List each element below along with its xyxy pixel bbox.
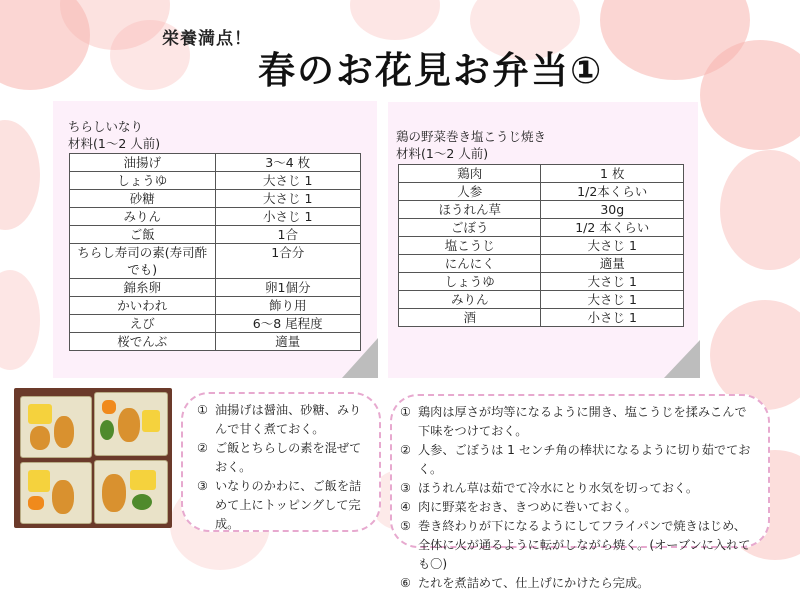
ingredient-name: 酒 [399,309,541,327]
step-number: ① [400,405,411,419]
ingredient-amount: 1合分 [215,244,361,279]
ingredient-amount: 30g [541,201,684,219]
step-text: 油揚げは醤油、砂糖、みりんで甘く煮ておく。 [215,403,362,436]
ingredient-amount: 大さじ 1 [541,273,684,291]
step-text: いなりのかわに、ご飯を詰めて上にトッピングして完成。 [215,479,362,531]
step-item [197,401,365,439]
ingredient-name: 錦糸卵 [70,279,216,297]
ingredient-row [399,183,684,201]
ingredient-amount: 大さじ 1 [541,291,684,309]
bento-photo [14,388,172,528]
ingredient-name: みりん [70,208,216,226]
ingredient-amount: 1/2 本くらい [541,219,684,237]
page-subtitle: 栄養満点！ [162,29,252,49]
ingredient-row [70,172,361,190]
step-number: ③ [197,479,208,493]
step-text: 人参、ごぼうは 1 センチ角の棒状になるように切り茹でておく。 [418,443,751,476]
ingredient-name: ほうれん草 [399,201,541,219]
ingredient-row [399,237,684,255]
ingredient-row [70,333,361,351]
step-item [197,477,365,534]
ingredient-row [399,255,684,273]
ingredient-name: みりん [399,291,541,309]
page-title: 春のお花見お弁当① [258,49,604,92]
ingredient-name: ごぼう [399,219,541,237]
ingredient-amount: 大さじ 1 [215,190,361,208]
step-item [400,479,758,498]
ingredient-name: ちらし寿司の素(寿司酢でも) [70,244,216,279]
ingredient-name: しょうゆ [399,273,541,291]
ingredient-row [399,291,684,309]
ingredient-name: 桜でんぶ [70,333,216,351]
ingredient-row [70,154,361,172]
step-text: たれを煮詰めて、仕上げにかけたら完成。 [418,576,650,590]
ingredient-amount: 適量 [541,255,684,273]
step-number: ① [197,403,208,417]
step-item [400,403,758,441]
step-item [400,498,758,517]
ingredient-row [70,190,361,208]
ingredient-amount: 1合 [215,226,361,244]
right-recipe-name: 鶏の野菜巻き塩こうじ焼き [396,129,547,144]
step-text: ご飯とちらしの素を混ぜておく。 [215,441,362,474]
ingredient-name: 砂糖 [70,190,216,208]
ingredient-row [70,244,361,279]
step-number: ② [400,443,411,457]
right-ingredients-table [398,164,684,327]
ingredient-amount: 大さじ 1 [215,172,361,190]
step-number: ② [197,441,208,455]
step-item [400,517,758,574]
ingredient-row [70,208,361,226]
right-steps-list [400,403,758,593]
ingredient-name: しょうゆ [70,172,216,190]
ingredient-name: 油揚げ [70,154,216,172]
ingredient-name: 塩こうじ [399,237,541,255]
ingredient-amount: 小さじ 1 [215,208,361,226]
ingredient-amount: 3～4 枚 [215,154,361,172]
ingredient-row [399,201,684,219]
ingredient-name: ご飯 [70,226,216,244]
step-text: 鶏肉は厚さが均等になるように開き、塩こうじを揉みこんで下味をつけておく。 [418,405,747,438]
ingredient-name: 鶏肉 [399,165,541,183]
ingredient-amount: 6～8 尾程度 [215,315,361,333]
left-recipe-servings: 材料(1～2 人前) [68,136,161,151]
ingredient-row [399,165,684,183]
step-item [197,439,365,477]
ingredient-amount: 卵1個分 [215,279,361,297]
ingredient-row [399,219,684,237]
step-item [400,441,758,479]
right-recipe-servings: 材料(1～2 人前) [396,146,489,161]
ingredient-amount: 小さじ 1 [541,309,684,327]
page-curl-icon [664,340,700,378]
left-recipe-name: ちらしいなり [68,119,144,134]
step-number: ⑤ [400,519,411,533]
step-text: 肉に野菜をおき、きつめに巻いておく。 [418,500,637,514]
ingredient-amount: 大さじ 1 [541,237,684,255]
ingredient-name: 人参 [399,183,541,201]
ingredient-row [399,309,684,327]
ingredient-row [70,297,361,315]
ingredient-row [70,226,361,244]
ingredient-amount: 適量 [215,333,361,351]
ingredient-amount: 1/2本くらい [541,183,684,201]
step-number: ④ [400,500,411,514]
left-ingredients-table [69,153,361,351]
ingredient-name: えび [70,315,216,333]
ingredient-row [70,315,361,333]
step-text: ほうれん草は茹でて冷水にとり水気を切っておく。 [418,481,699,495]
step-text: 巻き終わりが下になるようにしてフライパンで焼きはじめ、全体に火が通るように転がしながら焼く。(オーブンに入れても〇) [418,519,751,571]
step-number: ⑥ [400,576,411,590]
ingredient-row [399,273,684,291]
ingredient-name: にんにく [399,255,541,273]
left-steps-list [197,401,365,534]
ingredient-amount: 1 枚 [541,165,684,183]
ingredient-name: かいわれ [70,297,216,315]
step-item [400,574,758,593]
ingredient-amount: 飾り用 [215,297,361,315]
step-number: ③ [400,481,411,495]
ingredient-row [70,279,361,297]
